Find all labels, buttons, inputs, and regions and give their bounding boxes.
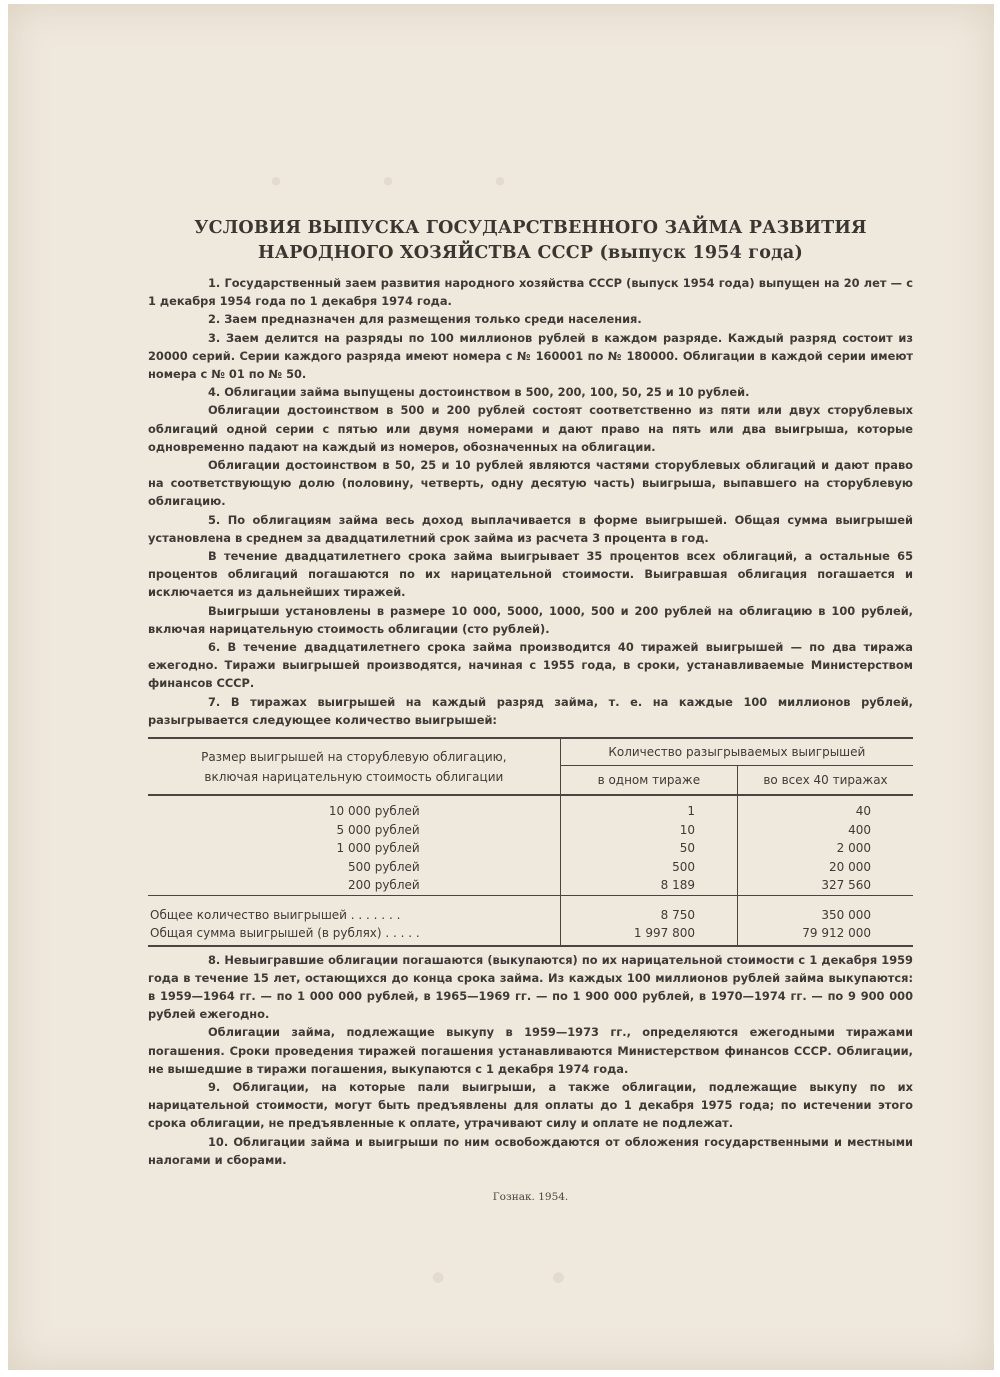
- one-draw-header: в одном тираже: [560, 766, 737, 796]
- condition-paragraph: 4. Облигации займа выпущены достоинством в 500, 200, 100, 50, 25 и 10 рублей.: [208, 385, 750, 400]
- condition-paragraph: Облигации достоинством в 500 и 200 рублей состоят соответственно из пяти или двух сторублевых облигаций одной серии с пятью или двумя номерами и дают право на пять или два выигрыша, которые одновременно падают на каждый из номеров, обозначенных на облигации.: [148, 403, 913, 454]
- count-one-draw: 10: [560, 821, 737, 840]
- count-group-header: Количество разыгрываемых выигрышей: [608, 745, 866, 760]
- total-one-draw: 1 997 800: [560, 924, 737, 943]
- bleed-through-print: · · ·: [268, 154, 549, 208]
- condition-paragraph: 1. Государственный заем развития народного хозяйства СССР (выпуск 1954 года) выпущен на 20 лет — с 1 декабря 1954 года по 1 декабря 1974 года.: [148, 276, 913, 309]
- total-row: [148, 900, 913, 925]
- prize-row: [148, 795, 913, 821]
- bond-sheet: [8, 4, 994, 1370]
- conditions-bottom: [148, 951, 913, 1169]
- bleed-through-number: · ·: [428, 1244, 609, 1312]
- conditions-top: [148, 274, 913, 729]
- count-one-draw: 500: [560, 858, 737, 877]
- prize-amount: 1 000 рублей: [148, 839, 560, 858]
- printer-mark: Гознак. 1954.: [492, 1191, 569, 1204]
- total-label: Общее количество выигрышей . . . . . . .: [148, 900, 560, 925]
- condition-paragraph: 3. Заем делится на разряды по 100 миллионов рублей в каждом разряде. Каждый разряд состоит из 20000 серий. Серии каждого разряда имеют номера с № 160001 по № 180000. Облигации в каждой серии имеют номера с № 01 по № 50.: [148, 330, 913, 382]
- prize-row: [148, 876, 913, 895]
- count-all-draws: 40: [855, 804, 871, 819]
- prize-amount: 5 000 рублей: [148, 821, 560, 840]
- total-all-draws: 79 912 000: [802, 926, 871, 941]
- count-all-draws: 20 000: [829, 859, 871, 874]
- condition-paragraph: 10. Облигации займа и выигрыши по ним освобождаются от обложения государственными и местными налогами и сборами.: [148, 1134, 913, 1167]
- count-one-draw: 50: [560, 839, 737, 858]
- total-one-draw: 8 750: [560, 900, 737, 925]
- count-all-draws: 327 560: [821, 878, 871, 893]
- amount-column-header: Размер выигрышей на сторублевую облигацию, включая нарицательную стоимость облигации: [148, 738, 560, 795]
- total-label: Общая сумма выигрышей (в рублях) . . . . .: [148, 924, 560, 943]
- condition-paragraph: 5. По облигациям займа весь доход выплачивается в форме выигрышей. Общая сумма выигрышей установлена в среднем за двадцатилетний срок займа из расчета 3 процента в год.: [148, 512, 913, 545]
- all-draws-header: во всех 40 тиражах: [738, 766, 914, 796]
- document-title: [148, 216, 913, 266]
- prize-amount: 200 рублей: [148, 876, 560, 895]
- condition-paragraph: 8. Невыигравшие облигации погашаются (выкупаются) по их нарицательной стоимости с 1 декабря 1959 года в течение 15 лет, остающихся до конца срока займа. Из каждых 100 миллионов рублей займа выкупаются: в 1959—1964 гг. — по 1 000 000 рублей, в 1965—1969 гг. — по 1 900 000 рублей, в 1970—1974 гг. — по 9 900 000 рублей ежегодно.: [148, 952, 913, 1022]
- prize-row: [148, 821, 913, 840]
- title-line-2: НАРОДНОГО ХОЗЯЙСТВА СССР (выпуск 1954 года): [258, 243, 803, 263]
- total-all-draws: 350 000: [821, 907, 871, 922]
- count-one-draw: 1: [560, 795, 737, 821]
- prize-row: [148, 839, 913, 858]
- prize-amount: 10 000 рублей: [148, 795, 560, 821]
- document-body: [148, 216, 913, 1203]
- prize-amount: 500 рублей: [148, 858, 560, 877]
- condition-paragraph: 6. В течение двадцатилетнего срока займа производится 40 тиражей выигрышей — по два тиража ежегодно. Тиражи выигрышей производятся, начиная с 1955 года, в сроки, устанавливаемые Министерством финансов СССР.: [148, 640, 913, 691]
- condition-paragraph: 2. Заем предназначен для размещения только среди населения.: [208, 312, 642, 327]
- count-all-draws: 2 000: [836, 841, 871, 856]
- total-row: [148, 924, 913, 943]
- prize-row: [148, 858, 913, 877]
- condition-paragraph: Выигрыши установлены в размере 10 000, 5000, 1000, 500 и 200 рублей на облигацию в 100 рублей, включая нарицательную стоимость облигации (сто рублей).: [148, 603, 913, 636]
- count-all-draws: 400: [848, 822, 871, 837]
- condition-paragraph: 7. В тиражах выигрышей на каждый разряд займа, т. е. на каждые 100 миллионов рублей, разыгрывается следующее количество выигрышей:: [148, 694, 913, 727]
- condition-paragraph: В течение двадцатилетнего срока займа выигрывает 35 процентов всех облигаций, а остальные 65 процентов облигаций погашаются по их нарицательной стоимости. Выигравшая облигация погашается и исключается из дальнейших тиражей.: [148, 549, 913, 600]
- condition-paragraph: Облигации займа, подлежащие выкупу в 1959—1973 гг., определяются ежегодными тиражами погашения. Сроки проведения тиражей погашения устанавливаются Министерством финансов СССР. Облигации, не вышедшие в тиражи погашения, выкупаются с 1 декабря 1974 года.: [148, 1025, 913, 1076]
- prize-table: [148, 737, 913, 947]
- count-one-draw: 8 189: [560, 876, 737, 895]
- condition-paragraph: 9. Облигации, на которые пали выигрыши, а также облигации, подлежащие выкупу по их нарицательной стоимости, могут быть предъявлены для оплаты до 1 декабря 1975 года; по истечении этого срока облигации, не предъявленные к оплате, утрачивают силу и оплате не подлежат.: [148, 1080, 913, 1131]
- condition-paragraph: Облигации достоинством в 50, 25 и 10 рублей являются частями сторублевых облигаций и дают право на соответствующую долю (половину, четверть, одну десятую часть) выигрыша, выпавшего на сторублевую облигацию.: [148, 458, 913, 509]
- title-line-1: УСЛОВИЯ ВЫПУСКА ГОСУДАРСТВЕННОГО ЗАЙМА РАЗВИТИЯ: [194, 218, 867, 238]
